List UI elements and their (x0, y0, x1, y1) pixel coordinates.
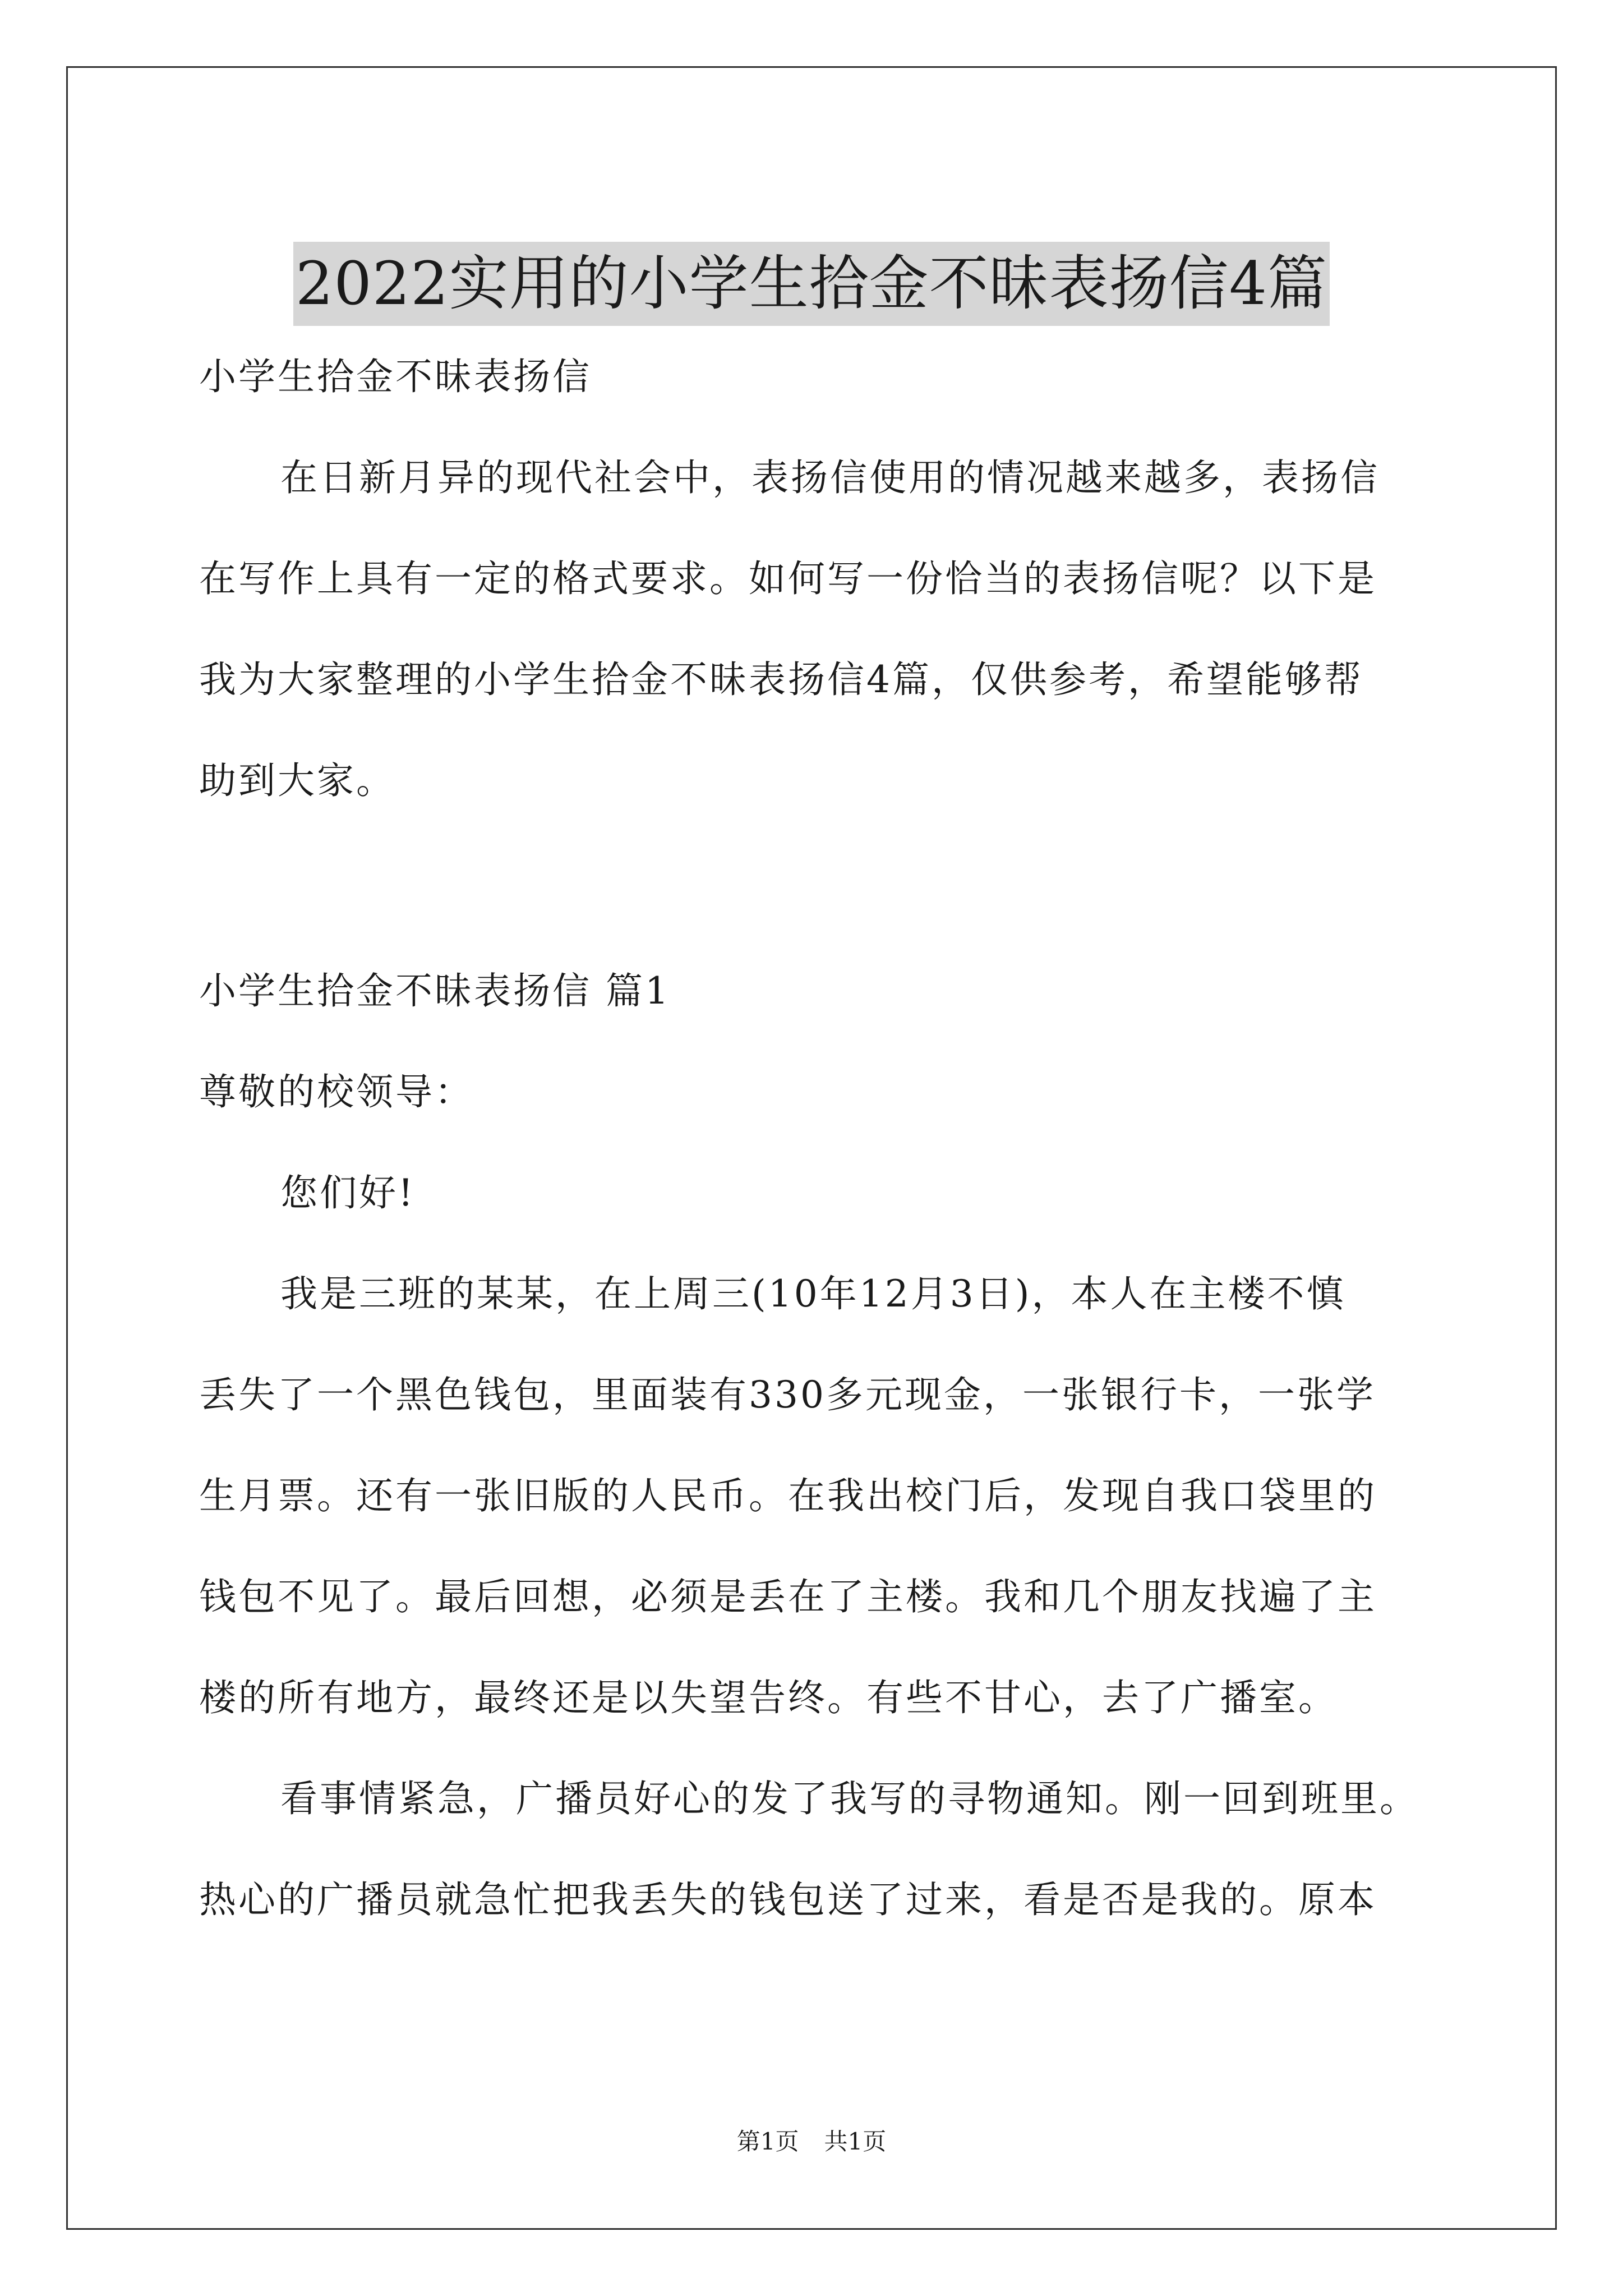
body-line: 看事情紧急，广播员好心的发了我写的寻物通知。刚一回到班里。 (280, 1777, 1419, 1820)
document-body (199, 326, 1427, 1950)
body-line: 丢失了一个黑色钱包，里面装有330多元现金，一张银行卡，一张学 (199, 1373, 1376, 1416)
intro-heading: 小学生拾金不昧表扬信 (199, 355, 592, 398)
intro-line: 在日新月异的现代社会中，表扬信使用的情况越来越多，表扬信 (280, 456, 1380, 499)
page-footer (0, 2125, 1623, 2159)
body-line: 楼的所有地方，最终还是以失望告终。有些不甘心，去了广播室。 (199, 1676, 1338, 1719)
body-line: 热心的广播员就急忙把我丢失的钱包送了过来，看是否是我的。原本 (199, 1878, 1377, 1921)
page-number-current: 第1页 (736, 2128, 799, 2155)
greeting: 您们好! (280, 1171, 416, 1214)
intro-line: 我为大家整理的小学生拾金不昧表扬信4篇，仅供参考，希望能够帮 (199, 658, 1363, 701)
salutation: 尊敬的校领导： (199, 1070, 474, 1114)
section-heading: 小学生拾金不昧表扬信 篇1 (199, 969, 671, 1013)
intro-line: 在写作上具有一定的格式要求。如何写一份恰当的表扬信呢？以下是 (199, 557, 1377, 600)
intro-line: 助到大家。 (199, 759, 395, 802)
body-line: 生月票。还有一张旧版的人民币。在我出校门后，发现自我口袋里的 (199, 1474, 1377, 1517)
document-title: 2022实用的小学生拾金不昧表扬信4篇 (293, 242, 1330, 326)
body-line: 我是三班的某某，在上周三(10年12月3日)，本人在主楼不慎 (280, 1272, 1346, 1315)
page-number-total: 共1页 (824, 2128, 887, 2155)
body-line: 钱包不见了。最后回想，必须是丢在了主楼。我和几个朋友找遍了主 (199, 1575, 1377, 1618)
section-spacer (199, 831, 1427, 941)
